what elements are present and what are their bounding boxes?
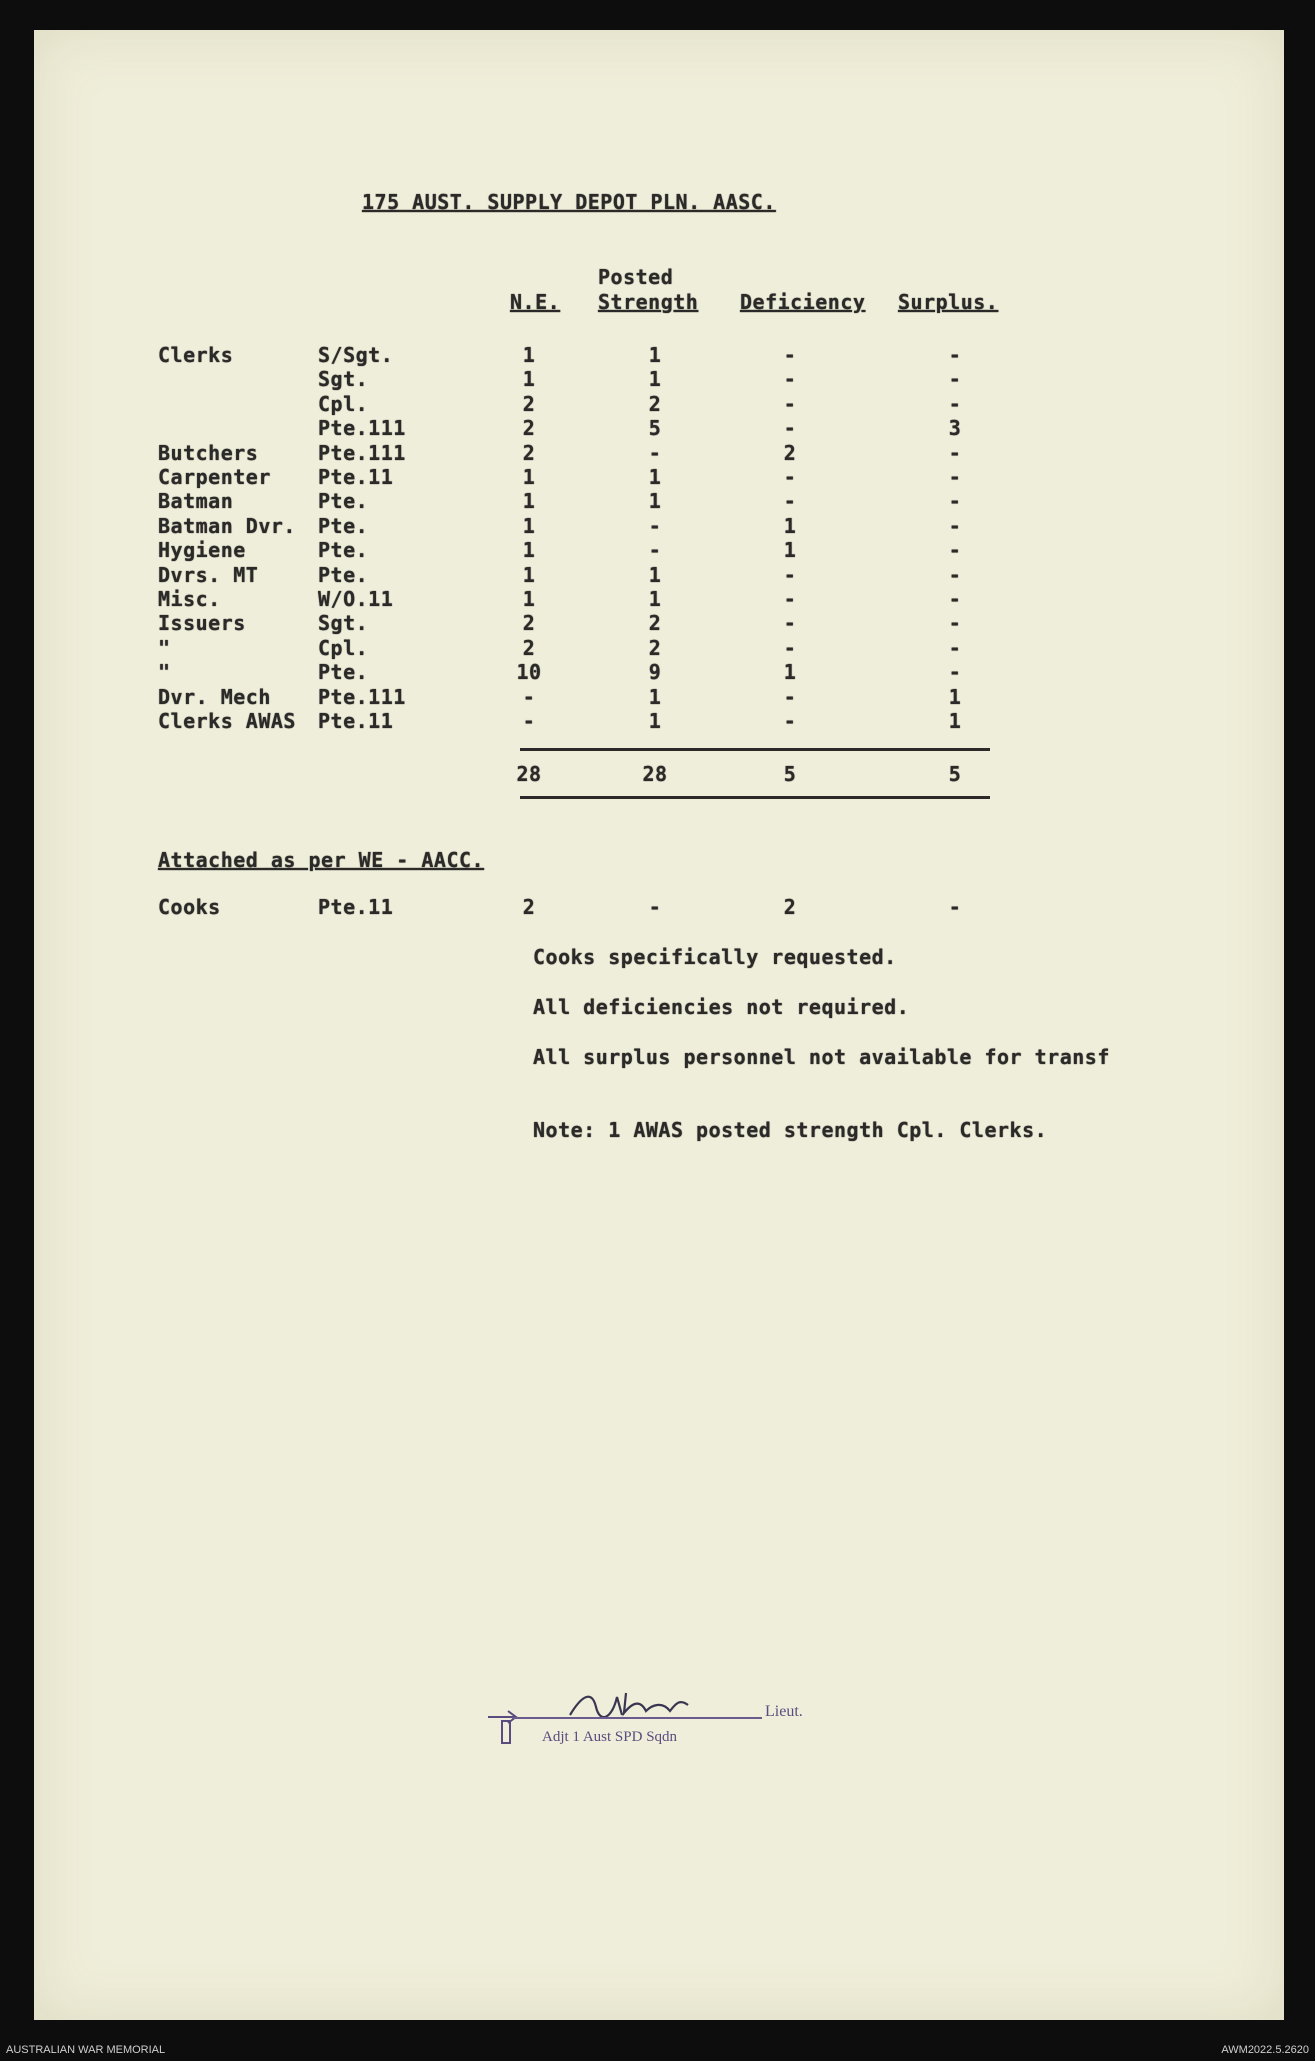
row-surplus: - bbox=[948, 440, 962, 465]
attached-deficiency: 2 bbox=[783, 895, 797, 919]
document-title: 175 AUST. SUPPLY DEPOT PLN. AASC. bbox=[362, 190, 776, 214]
row-surplus: 3 bbox=[948, 416, 962, 441]
row-deficiency: - bbox=[783, 635, 797, 660]
row-role: " bbox=[158, 635, 171, 660]
row-role: Hygiene bbox=[158, 538, 246, 563]
row-ne: 1 bbox=[522, 367, 536, 392]
row-rank: Pte.111 bbox=[318, 440, 406, 465]
row-rank: Pte. bbox=[318, 538, 369, 563]
row-role: Butchers bbox=[158, 440, 259, 465]
row-posted: 1 bbox=[648, 587, 662, 611]
row-rank: Pte. bbox=[318, 562, 369, 587]
total-posted: 28 bbox=[642, 762, 668, 786]
row-ne: 1 bbox=[522, 513, 536, 538]
row-role: Carpenter bbox=[158, 465, 271, 489]
row-ne: - bbox=[522, 684, 536, 709]
row-surplus: - bbox=[948, 611, 962, 636]
row-surplus: - bbox=[948, 391, 962, 416]
signature-icon bbox=[562, 1685, 712, 1725]
row-ne: 1 bbox=[522, 489, 536, 514]
row-rank: W/O.11 bbox=[318, 587, 394, 611]
row-posted: 1 bbox=[648, 709, 662, 733]
row-role: Batman bbox=[158, 489, 234, 514]
row-deficiency: 1 bbox=[783, 660, 797, 685]
row-deficiency: - bbox=[783, 489, 797, 514]
row-role: Clerks bbox=[158, 343, 234, 367]
header-strength: Strength bbox=[598, 290, 699, 314]
row-posted: - bbox=[648, 538, 662, 563]
row-posted: 1 bbox=[648, 684, 662, 709]
row-rank: Pte.11 bbox=[318, 465, 394, 489]
row-rank: Pte.11 bbox=[318, 709, 394, 733]
row-posted: 9 bbox=[648, 660, 662, 685]
row-role: " bbox=[158, 660, 171, 685]
row-deficiency: 1 bbox=[783, 538, 797, 563]
header-deficiency: Deficiency bbox=[740, 290, 866, 314]
row-role: Batman Dvr. bbox=[158, 513, 296, 538]
attached-posted: - bbox=[648, 895, 662, 919]
row-surplus: - bbox=[948, 587, 962, 611]
total-rule-top bbox=[520, 748, 990, 751]
row-surplus: - bbox=[948, 660, 962, 685]
stamp-arrow-icon bbox=[486, 1707, 526, 1747]
row-rank: Sgt. bbox=[318, 611, 369, 636]
stamp-lieut: Lieut. bbox=[765, 1703, 803, 1720]
row-ne: 2 bbox=[522, 440, 536, 465]
signature-line bbox=[512, 1717, 762, 1719]
row-surplus: - bbox=[948, 635, 962, 660]
row-deficiency: - bbox=[783, 391, 797, 416]
row-ne: 1 bbox=[522, 465, 536, 489]
row-rank: Pte. bbox=[318, 489, 369, 514]
archive-footer bbox=[0, 2040, 1315, 2061]
row-deficiency: - bbox=[783, 343, 797, 367]
row-surplus: - bbox=[948, 562, 962, 587]
row-ne: 1 bbox=[522, 562, 536, 587]
attached-rank: Pte.11 bbox=[318, 895, 394, 919]
row-rank: Pte. bbox=[318, 660, 369, 685]
row-posted: - bbox=[648, 440, 662, 465]
header-ne: N.E. bbox=[510, 290, 561, 314]
row-role: Dvrs. MT bbox=[158, 562, 259, 587]
row-posted: 1 bbox=[648, 562, 662, 587]
row-posted: 1 bbox=[648, 367, 662, 392]
row-ne: 10 bbox=[516, 660, 542, 685]
row-ne: 1 bbox=[522, 587, 536, 611]
row-deficiency: - bbox=[783, 465, 797, 489]
row-deficiency: - bbox=[783, 416, 797, 441]
row-ne: 2 bbox=[522, 391, 536, 416]
attached-heading: Attached as per WE - AACC. bbox=[158, 848, 485, 872]
header-surplus: Surplus. bbox=[898, 290, 999, 314]
total-deficiency: 5 bbox=[783, 762, 797, 786]
row-ne: 2 bbox=[522, 635, 536, 660]
row-posted: 1 bbox=[648, 343, 662, 367]
total-surplus: 5 bbox=[948, 762, 962, 786]
row-deficiency: - bbox=[783, 367, 797, 392]
row-posted: 2 bbox=[648, 635, 662, 660]
row-posted: - bbox=[648, 513, 662, 538]
row-role: Clerks AWAS bbox=[158, 709, 296, 733]
row-role: Issuers bbox=[158, 611, 246, 636]
footer-institution: AUSTRALIAN WAR MEMORIAL bbox=[6, 2044, 166, 2056]
note-line: All surplus personnel not available for transf bbox=[533, 1045, 1110, 1069]
row-surplus: - bbox=[948, 343, 962, 367]
row-ne: 2 bbox=[522, 416, 536, 441]
row-deficiency: 2 bbox=[783, 440, 797, 465]
header-posted: Posted bbox=[598, 265, 674, 289]
signature-stamp bbox=[482, 1685, 842, 1755]
row-posted: 2 bbox=[648, 611, 662, 636]
row-deficiency: - bbox=[783, 587, 797, 611]
row-surplus: - bbox=[948, 465, 962, 489]
row-deficiency: 1 bbox=[783, 513, 797, 538]
row-posted: 2 bbox=[648, 391, 662, 416]
row-surplus: 1 bbox=[948, 709, 962, 733]
total-rule-bottom bbox=[520, 796, 990, 799]
attached-surplus: - bbox=[948, 895, 962, 919]
row-rank: Pte.111 bbox=[318, 416, 406, 441]
note-line: Note: 1 AWAS posted strength Cpl. Clerks. bbox=[533, 1118, 1048, 1142]
row-posted: 1 bbox=[648, 465, 662, 489]
row-surplus: - bbox=[948, 367, 962, 392]
attached-role: Cooks bbox=[158, 895, 221, 919]
row-rank: Pte. bbox=[318, 513, 369, 538]
note-line: Cooks specifically requested. bbox=[533, 945, 897, 969]
row-surplus: - bbox=[948, 513, 962, 538]
row-rank: S/Sgt. bbox=[318, 343, 394, 367]
row-ne: 1 bbox=[522, 538, 536, 563]
row-posted: 1 bbox=[648, 489, 662, 514]
row-deficiency: - bbox=[783, 709, 797, 733]
stamp-adjutant: Adjt 1 Aust SPD Sqdn bbox=[542, 1729, 678, 1745]
row-role: Dvr. Mech bbox=[158, 684, 271, 709]
row-surplus: - bbox=[948, 538, 962, 563]
row-deficiency: - bbox=[783, 684, 797, 709]
row-ne: - bbox=[522, 709, 536, 733]
row-posted: 5 bbox=[648, 416, 662, 441]
row-rank: Cpl. bbox=[318, 391, 369, 416]
row-deficiency: - bbox=[783, 611, 797, 636]
row-ne: 2 bbox=[522, 611, 536, 636]
footer-reference: AWM2022.5.2620 bbox=[1221, 2044, 1309, 2056]
row-role: Misc. bbox=[158, 587, 221, 611]
attached-ne: 2 bbox=[522, 895, 536, 919]
row-surplus: - bbox=[948, 489, 962, 514]
row-rank: Sgt. bbox=[318, 367, 369, 392]
row-ne: 1 bbox=[522, 343, 536, 367]
row-surplus: 1 bbox=[948, 684, 962, 709]
row-rank: Cpl. bbox=[318, 635, 369, 660]
total-ne: 28 bbox=[516, 762, 542, 786]
note-line: All deficiencies not required. bbox=[533, 995, 910, 1019]
row-deficiency: - bbox=[783, 562, 797, 587]
row-rank: Pte.111 bbox=[318, 684, 406, 709]
